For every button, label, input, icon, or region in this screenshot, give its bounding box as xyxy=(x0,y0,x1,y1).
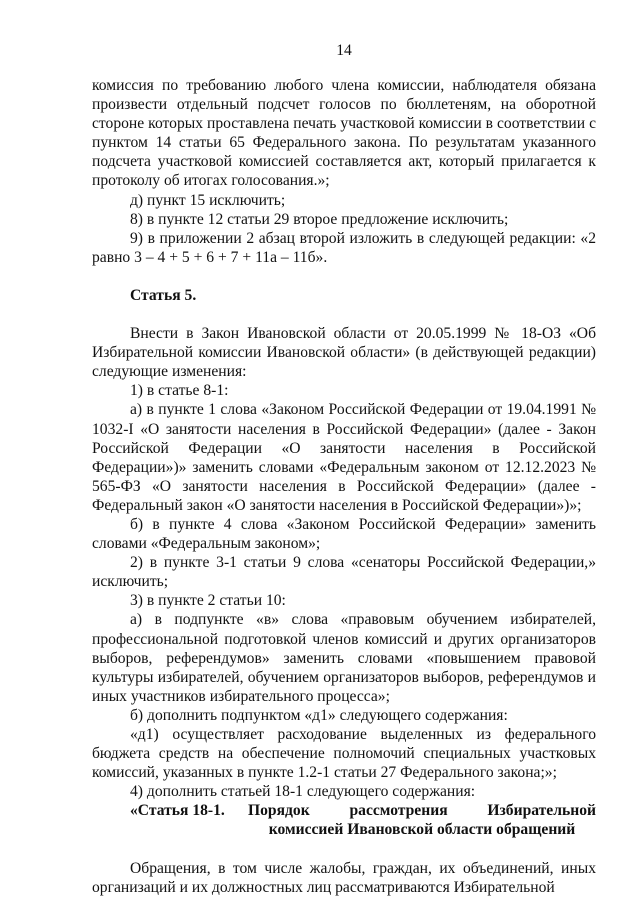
paragraph-article-5-intro: Внести в Закон Ивановской области от 20.05.1999 № 18-ОЗ «Об Избирательной комиссии Ивановской области» (в действующей редакции) следующие изменения: xyxy=(92,325,596,381)
article-18-1-number: «Статья 18-1. xyxy=(130,802,225,820)
paragraph-item-1b: б) в пункте 4 слова «Законом Российской Федерации» заменить словами «Федеральным законом»; xyxy=(92,515,596,553)
spacer xyxy=(92,305,596,324)
document-body xyxy=(92,76,596,897)
article-18-1-title xyxy=(92,801,596,839)
paragraph-item-3a: а) в подпункте «в» слова «правовым обучением избирателей, профессиональной подготовкой членов комиссий и других организаторов выборов, референдумов» заменить словами «повышением правовой культуры избирателей, обучением организаторов выборов, референдумов и иных участников избирательного процесса»; xyxy=(92,611,596,705)
paragraph-quote-d1: «д1) осуществляет расходование выделенных из федерального бюджета средств на обеспечение полномочий специальных участковых комиссий, указанных в пункте 1.2-1 статьи 27 Федерального закона;»; xyxy=(92,726,596,782)
paragraph-item-d: д) пункт 15 исключить; xyxy=(130,191,286,209)
page-number: 14 xyxy=(336,42,352,59)
article-18-1-heading-text: Порядок рассмотрения Избирательной комиссией Ивановской области обращений xyxy=(248,802,596,839)
paragraph-item-2: 2) в пункте 3-1 статьи 9 слова «сенаторы Российской Федерации,» исключить; xyxy=(92,554,596,591)
paragraph-article-18-1-body: Обращения, в том числе жалобы, граждан, их объединений, иных организаций и их должностных лиц рассматриваются Избирательной xyxy=(92,859,596,896)
paragraph-item-8: 8) в пункте 12 статьи 29 второе предложение исключить; xyxy=(130,210,509,228)
paragraph-item-9: 9) в приложении 2 абзац второй изложить в следующей редакции: «2 равно 3 – 4 + 5 + 6 + 7 + 11а – 11б». xyxy=(92,229,596,266)
paragraph-continuation: комиссия по требованию любого члена комиссии, наблюдателя обязана произвести отдельный подсчет голосов по бюллетеням, на оборотной стороне которых проставлена печать участковой комиссии в соответствии с пунктом 14 статьи 65 Федерального закона. По результатам указанного подсчета участковой комиссией составляется акт, который прилагается к протоколу об итогах голосования.»; xyxy=(92,77,596,190)
spacer xyxy=(92,267,596,286)
paragraph-item-4: 4) дополнить статьей 18-1 следующего содержания: xyxy=(130,783,476,801)
article-5-heading: Статья 5. xyxy=(130,286,197,304)
paragraph-item-1a: а) в пункте 1 слова «Законом Российской Федерации от 19.04.1991 № 1032-I «О занятости населения в Российской Федерации» (далее - Закон Российской Федерации «О занятости населения в Российской Федерации»)» заменить словами «Федеральным законом от 12.12.2023 № 565-ФЗ «О занятости населения в Российской Федерации» (далее - Федеральный закон «О занятости населения в Российской Федерации»)»; xyxy=(92,401,596,514)
paragraph-item-1: 1) в статье 8-1: xyxy=(130,382,229,400)
spacer xyxy=(92,840,596,859)
paragraph-item-3b: б) дополнить подпунктом «д1» следующего содержания: xyxy=(130,706,508,724)
paragraph-item-3: 3) в пункте 2 статьи 10: xyxy=(130,592,286,610)
